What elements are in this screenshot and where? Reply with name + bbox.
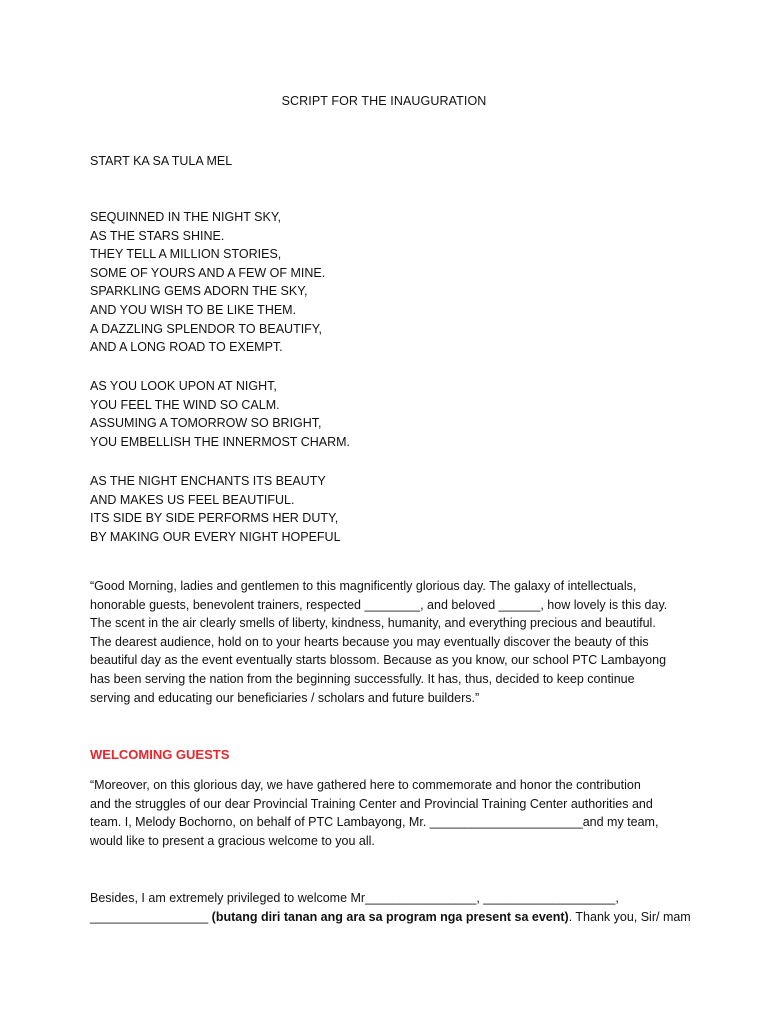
poem-stanza-1 — [90, 208, 690, 357]
poem-line: ASSUMING A TOMORROW SO BRIGHT, — [90, 416, 322, 431]
poem-line: ITS SIDE BY SIDE PERFORMS HER DUTY, — [90, 511, 339, 526]
poem-line: A DAZZLING SPLENDOR TO BEAUTIFY, — [90, 321, 323, 336]
paragraph-line: honorable guests, benevolent trainers, respected ________, and beloved ______, how lovely is this day. — [90, 597, 668, 612]
poem-line: AND YOU WISH TO BE LIKE THEM. — [90, 302, 297, 317]
paragraph-line: Besides, I am extremely privileged to welcome Mr________________, ___________________, — [90, 891, 619, 905]
paragraph-line — [90, 908, 690, 927]
welcome-paragraph — [90, 776, 690, 850]
poem-line: AND MAKES US FEEL BEAUTIFUL. — [90, 492, 295, 507]
paragraph-line: “Good Morning, ladies and gentlemen to this magnificently glorious day. The galaxy of intellectuals, — [90, 579, 637, 593]
paragraph-line: team. I, Melody Bochorno, on behalf of PTC Lambayong, Mr. ______________________and my team, — [90, 815, 659, 830]
poem-line: SOME OF YOURS AND A FEW OF MINE. — [90, 265, 326, 280]
thank-you-text: . Thank you, Sir/ mam — [568, 909, 691, 924]
paragraph-line: and the struggles of our dear Provincial Training Center and Provincial Training Center authorities and — [90, 796, 653, 811]
paragraph-line: The dearest audience, hold on to your hearts because you may eventually discover the beauty of this — [90, 634, 649, 649]
paragraph-line: beautiful day as the event eventually starts blossom. Because as you know, our school PTC Lambayong — [90, 653, 667, 668]
poem-stanza-3 — [90, 472, 690, 546]
paragraph-line: “Moreover, on this glorious day, we have gathered here to commemorate and honor the contribution — [90, 778, 641, 792]
poem-line: AND A LONG ROAD TO EXEMPT. — [90, 340, 283, 355]
poem-line: AS YOU LOOK UPON AT NIGHT, — [90, 379, 277, 393]
poem-line: YOU EMBELLISH THE INNERMOST CHARM. — [90, 434, 350, 449]
welcoming-guests-heading-text: WELCOMING GUESTS — [90, 747, 230, 762]
poem-line: AS THE NIGHT ENCHANTS ITS BEAUTY — [90, 474, 326, 488]
poem-line: BY MAKING OUR EVERY NIGHT HOPEFUL — [90, 529, 341, 544]
opening-heading — [90, 152, 690, 171]
poem-line: THEY TELL A MILLION STORIES, — [90, 247, 282, 262]
welcoming-guests-heading — [90, 746, 690, 765]
blank-line-text: _________________ — [90, 909, 212, 924]
document-title: SCRIPT FOR THE INAUGURATION — [281, 94, 487, 108]
paragraph-line: The scent in the air clearly smells of liberty, kindness, humanity, and everything precious and beautiful. — [90, 616, 656, 631]
paragraph-line: has been serving the nation from the beginning successfully. It has, thus, decided to keep continue — [90, 671, 635, 686]
poem-line: AS THE STARS SHINE. — [90, 228, 225, 243]
guests-paragraph — [90, 889, 690, 926]
opening-heading-text: START KA SA TULA MEL — [90, 154, 233, 168]
paragraph-line: serving and educating our beneficiaries / scholars and future builders.” — [90, 690, 480, 705]
poem-line: SPARKLING GEMS ADORN THE SKY, — [90, 284, 308, 299]
paragraph-line: would like to present a gracious welcome to you all. — [90, 833, 375, 848]
poem-line: SEQUINNED IN THE NIGHT SKY, — [90, 210, 282, 224]
poem-stanza-2 — [90, 377, 690, 451]
poem-line: YOU FEEL THE WIND SO CALM. — [90, 397, 280, 412]
instruction-note: (butang diri tanan ang ara sa program nga present sa event) — [211, 909, 569, 924]
opening-paragraph — [90, 577, 690, 707]
